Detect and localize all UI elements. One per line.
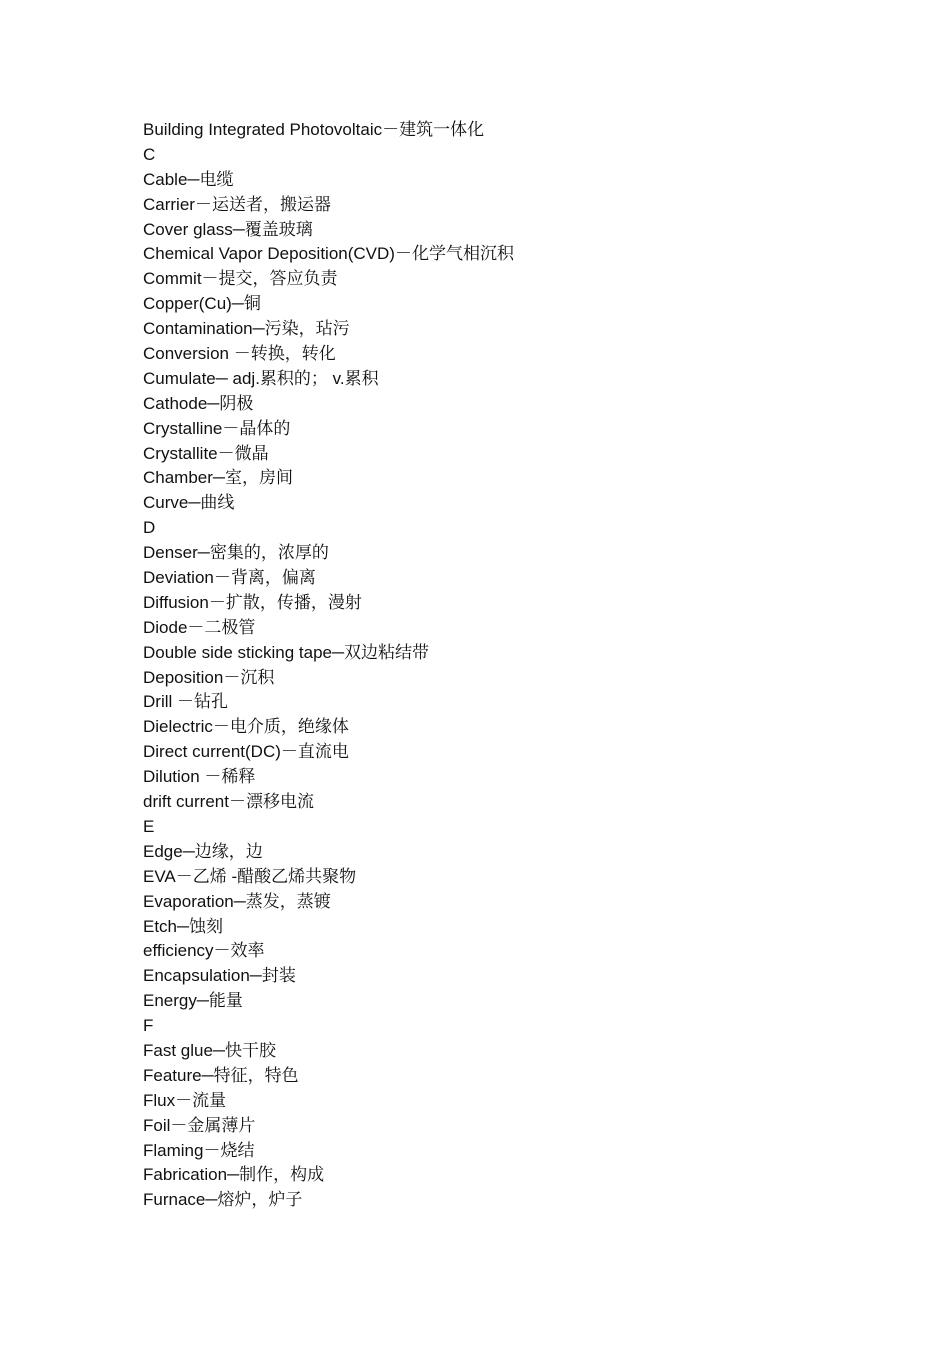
glossary-entry: Denser─密集的，浓厚的 (143, 543, 329, 563)
glossary-entry: Fast glue─快干胶 (143, 1040, 276, 1060)
glossary-entry: Fabrication─制作，构成 (143, 1165, 325, 1185)
glossary-entry: drift current－漂移电流 (143, 792, 314, 812)
glossary-entry: Cumulate─ adj.累积的； v.累积 (143, 368, 379, 388)
glossary-entry: Evaporation─蒸发，蒸镀 (143, 891, 331, 911)
glossary-entry: Deposition－沉积 (143, 667, 275, 687)
glossary-entry: Contamination─污染，玷污 (143, 319, 350, 339)
glossary-entry: Encapsulation─封装 (143, 966, 296, 986)
glossary-entry: Energy─能量 (143, 991, 243, 1011)
section-letter: D (143, 518, 156, 538)
glossary-entry: Feature─特征，特色 (143, 1065, 299, 1085)
glossary-entry: Cathode─阴极 (143, 393, 254, 413)
glossary-entry: efficiency－效率 (143, 941, 265, 961)
glossary-entry: Crystallite－微晶 (143, 443, 269, 463)
glossary-entry: Flaming－烧结 (143, 1140, 255, 1160)
glossary-entry: Etch─蚀刻 (143, 916, 224, 936)
glossary-entry: Dielectric－电介质，绝缘体 (143, 717, 349, 737)
glossary-entry: EVA－乙烯 -醋酸乙烯共聚物 (143, 866, 357, 886)
glossary-entry: Diode－二极管 (143, 617, 256, 637)
glossary-entry: Conversion －转换，转化 (143, 344, 336, 364)
glossary-entry: Diffusion－扩散，传播，漫射 (143, 592, 362, 612)
section-letter: C (143, 144, 156, 164)
glossary-entry: Deviation－背离，偏离 (143, 568, 316, 588)
glossary-entry: Commit－提交，答应负责 (143, 269, 338, 289)
section-letter: E (143, 816, 155, 836)
glossary-entry: Edge─边缘，边 (143, 841, 263, 861)
glossary-entry: Double side sticking tape─双边粘结带 (143, 642, 430, 662)
glossary-entry: Chamber─室，房间 (143, 468, 293, 488)
glossary-entry: Foil－金属薄片 (143, 1115, 256, 1135)
glossary-entry: Building Integrated Photovoltaic－建筑一体化 (143, 120, 485, 139)
glossary-entry: Cable─电缆 (143, 169, 234, 189)
glossary-entry: Curve─曲线 (143, 493, 235, 513)
glossary-entry: Chemical Vapor Deposition(CVD)－化学气相沉积 (143, 244, 514, 264)
glossary-list (143, 118, 514, 1213)
glossary-entry: Direct current(DC)－直流电 (143, 742, 349, 762)
glossary-entry: Crystalline－晶体的 (143, 418, 291, 438)
glossary-entry: Flux－流量 (143, 1090, 227, 1110)
glossary-entry: Drill －钻孔 (143, 692, 228, 712)
glossary-entry: Dilution －稀释 (143, 767, 256, 787)
glossary-entry: Copper(Cu)─铜 (143, 294, 261, 314)
glossary-entry: Carrier－运送者，搬运器 (143, 194, 331, 214)
section-letter: F (143, 1016, 154, 1036)
glossary-entry: Cover glass─覆盖玻璃 (143, 219, 313, 239)
glossary-entry: Furnace─熔炉，炉子 (143, 1190, 303, 1210)
